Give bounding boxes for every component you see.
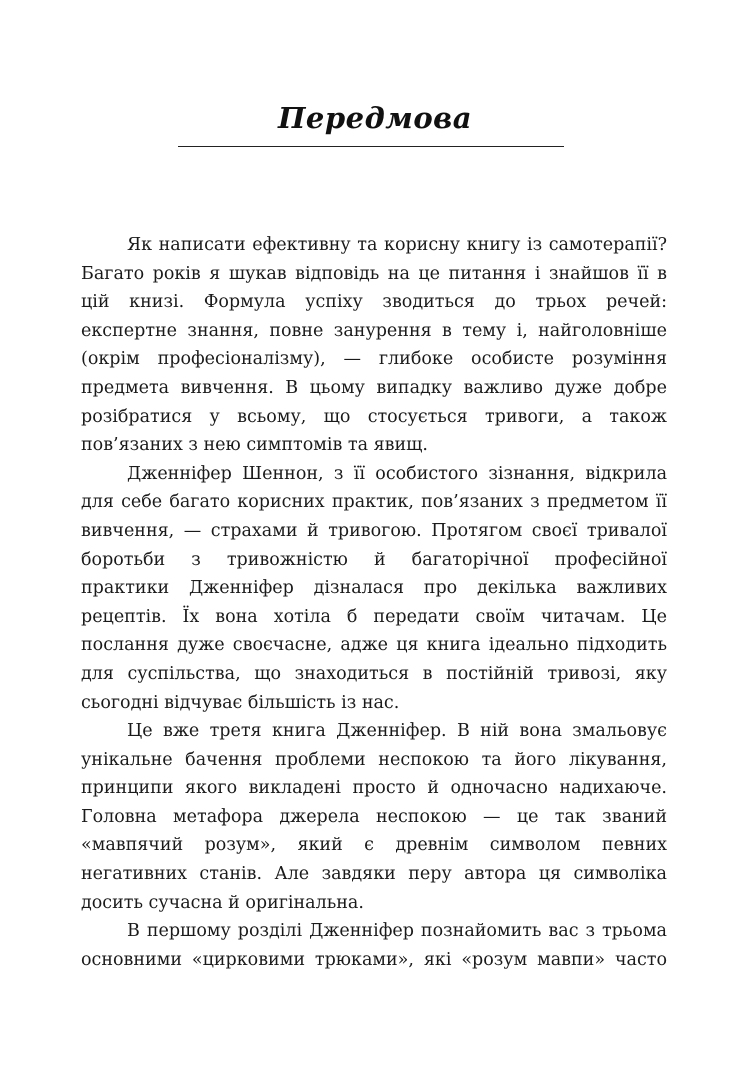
text-line: негативних станів. Але завдяки перу автора ця символіка xyxy=(81,864,667,885)
paragraph-4 xyxy=(81,917,667,974)
paragraph-2 xyxy=(81,460,667,717)
text-line: експертне знання, повне занурення в тему і, найголовніше xyxy=(81,320,667,341)
text-line: боротьби з тривожністю й багаторічної професійної xyxy=(81,549,667,570)
title-underline xyxy=(178,146,564,147)
text-line: сьогодні відчуває більшість із нас. xyxy=(81,692,400,713)
text-line: Як написати ефективну та корисну книгу із самотерапії? xyxy=(127,235,667,255)
text-line: практики Дженніфер дізналася про декілька важливих xyxy=(81,578,667,599)
text-line: принципи якого викладені просто й одночасно надихаюче. xyxy=(81,778,667,799)
chapter-title: Передмова xyxy=(278,101,472,135)
paragraph-1 xyxy=(81,231,667,460)
text-line: «мавпячий розум», який є древнім символом певних xyxy=(81,835,667,856)
text-line: послання дуже своєчасне, адже ця книга ідеально підходить xyxy=(81,635,667,656)
text-line: рецептів. Їх вона хотіла б передати своїм читачам. Це xyxy=(81,606,667,627)
text-line: предмета вивчення. В цьому випадку важливо дуже добре xyxy=(81,377,667,398)
text-line: для суспільства, що знаходиться в постійній тривозі, яку xyxy=(81,663,667,684)
body-text xyxy=(81,231,667,974)
paragraph-3 xyxy=(81,717,667,917)
text-line: унікальне бачення проблеми неспокою та його лікування, xyxy=(81,749,667,770)
text-line: основними «цирковими трюками», які «розум мавпи» часто xyxy=(81,949,667,970)
text-line: розібратися у всьому, що стосується тривоги, а також xyxy=(81,406,667,427)
text-line: цій книзі. Формула успіху зводиться до трьох речей: xyxy=(81,292,667,313)
text-line: для себе багато корисних практик, пов’язаних з предметом її xyxy=(81,492,667,513)
text-line: Багато років я шукав відповідь на це питання і знайшов її в xyxy=(81,263,667,284)
text-line: Дженніфер Шеннон, з її особистого зізнання, відкрила xyxy=(127,463,667,484)
text-line: Головна метафора джерела неспокою — це так званий xyxy=(81,806,667,827)
text-line: вивчення, — страхами й тривогою. Протягом своєї тривалої xyxy=(81,520,667,541)
text-line: Це вже третя книга Дженніфер. В ній вона змальовує xyxy=(127,721,667,742)
text-line: В першому розділі Дженніфер познайомить вас з трьома xyxy=(127,921,667,942)
text-line: (окрім професіоналізму), — глибоке особисте розуміння xyxy=(81,349,667,370)
text-line: пов’язаних з нею симптомів та явищ. xyxy=(81,435,428,456)
text-line: досить сучасна й оригінальна. xyxy=(81,892,364,913)
